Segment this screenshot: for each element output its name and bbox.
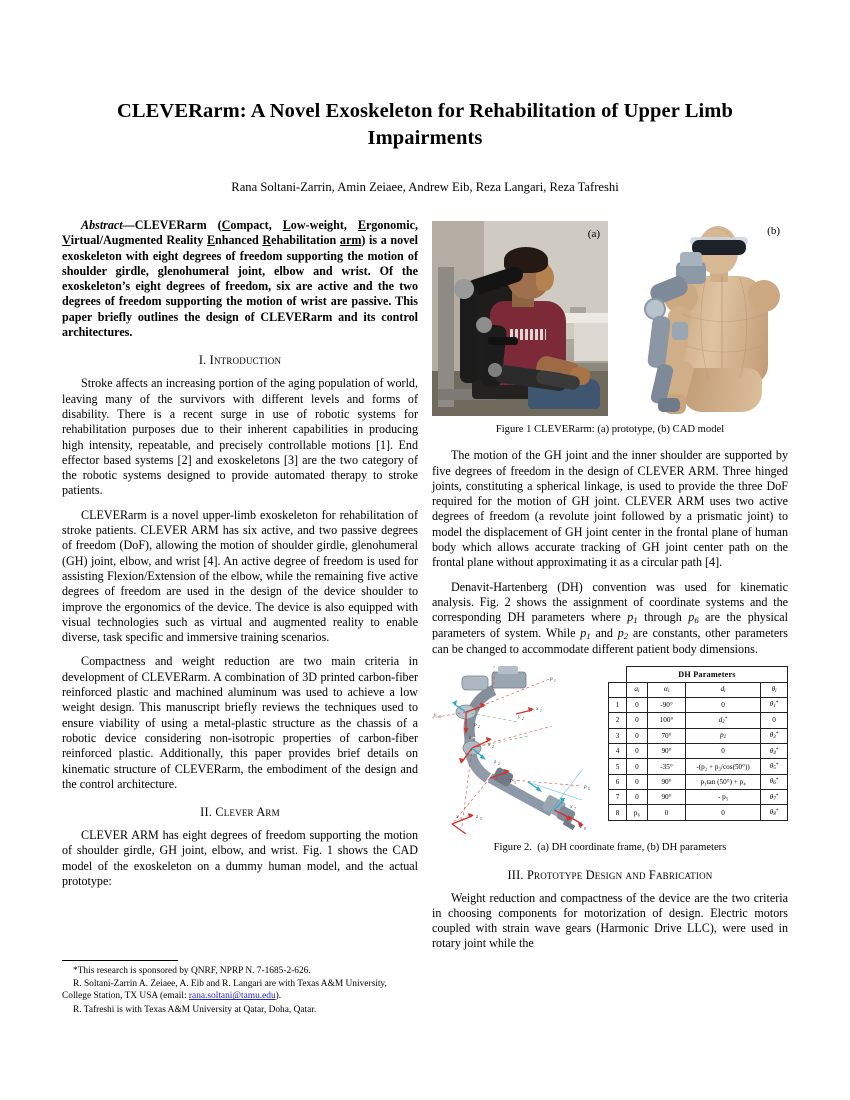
figure-1-caption: Figure 1 CLEVERarm: (a) prototype, (b) CAD model xyxy=(495,424,725,435)
abstract xyxy=(62,218,418,340)
svg-text:1: 1 xyxy=(473,738,475,743)
dh-cell-theta: $\theta_4^*$ xyxy=(761,743,788,758)
footnote-affil-close: ). xyxy=(275,991,282,1002)
dh-row-index: 2 xyxy=(609,713,627,728)
svg-text:y: y xyxy=(434,712,437,719)
dh-header-d: $d_i$ xyxy=(686,682,761,697)
footnote-funding: *This research is sponsored by QNRF, NPRP N. 7-1685-2-626. xyxy=(73,966,311,976)
left-column xyxy=(62,218,418,898)
svg-text:7: 7 xyxy=(574,807,576,812)
dh-cell-d: $d_2^*$ xyxy=(686,713,761,728)
dh-corner-cell xyxy=(609,667,627,682)
dh-table-row xyxy=(609,697,788,712)
acronym-letter-4: E xyxy=(206,233,216,248)
dh-para-part-e: are constants, other parameters can be changed to accommodate different patient body dimensions. xyxy=(432,626,788,657)
figure-1a-prototype-photo xyxy=(432,221,608,416)
svg-text:p: p xyxy=(584,784,587,791)
svg-text:5: 5 xyxy=(588,787,590,792)
paragraph-intro-1: Stroke affects an increasing portion of the aging population of world, leaving many of the survivors with different levels and forms of disability. There is a recent surge in use of robotic systems for rehabilitation purposes due to their inherent capabilities in producing high intensity, repeatable, and precisely controllable motions [1]. End effector based systems [2] and exoskeletons [3] are the two category of the robotic systems designed to provide automated therapy to stroke patients. xyxy=(62,376,418,498)
dh-cell-d: -(p₂ + p₃/cos(50°)) xyxy=(686,759,761,774)
figure-1b-label: (b) xyxy=(767,225,780,237)
svg-text:z: z xyxy=(469,735,472,742)
dh-cell-alpha: -35° xyxy=(647,759,685,774)
figure-1a-label: (a) xyxy=(587,228,600,240)
acronym-letter-2: E xyxy=(357,218,366,232)
svg-text:1: 1 xyxy=(554,679,556,684)
dh-parameters-table xyxy=(608,666,788,821)
symbol-p2: $p_2$ xyxy=(617,626,629,642)
dh-cell-theta: $\theta_1^*$ xyxy=(761,697,788,712)
title-block xyxy=(62,98,788,195)
dh-row-index: 5 xyxy=(609,759,627,774)
dh-header-alpha: $\alpha_i$ xyxy=(647,682,685,697)
section-heading-introduction xyxy=(62,353,418,368)
dh-cell-alpha: 90° xyxy=(647,774,685,789)
dh-table-row xyxy=(609,790,788,805)
dh-row-index: 6 xyxy=(609,774,627,789)
dh-cell-theta: $\theta_3^*$ xyxy=(761,728,788,743)
dh-para-part-a: Denavit-Hartenberg (DH) convention was used for kinematic analysis. Fig. 2 shows the assignment of coordinate systems and the corresponding DH parameters where xyxy=(432,579,788,625)
section-heading-prototype xyxy=(432,868,788,883)
svg-text:x: x xyxy=(570,804,573,811)
svg-text:5: 5 xyxy=(460,817,462,822)
dh-para-part-c: are the physical parameters of system. While xyxy=(432,610,788,641)
dh-row-index: 1 xyxy=(609,697,627,712)
section-title: Prototype Design and Fabrication xyxy=(526,867,713,882)
dh-cell-a: p₆ xyxy=(627,805,648,820)
dh-header-index xyxy=(609,682,627,697)
footnote-affiliation-1 xyxy=(62,978,418,1002)
dh-group-header: DH Parameters xyxy=(627,667,788,682)
dh-cell-a: 0 xyxy=(627,713,648,728)
dh-table-row xyxy=(609,805,788,820)
dh-table-header-row xyxy=(609,682,788,697)
abstract-open: CLEVERarm ( xyxy=(134,218,222,232)
dh-cell-d: p₃tan (50°) + p₄ xyxy=(686,774,761,789)
svg-text:p: p xyxy=(510,778,513,785)
footnote-affiliation-2: R. Tafreshi is with Texas A&M University at Qatar, Doha, Qatar. xyxy=(73,1004,317,1015)
dh-cell-d: 0 xyxy=(686,743,761,758)
dh-header-a: $a_i$ xyxy=(627,682,648,697)
section-number: II. xyxy=(200,805,213,820)
figure-1 xyxy=(432,218,788,436)
svg-text:8: 8 xyxy=(584,827,586,832)
paragraph-intro-2: CLEVERarm is a novel upper-limb exoskeleton for rehabilitation of stroke patients. CLEVER ARM has six active, and two passive degrees of freedom (DoF), allowing the motion of shoulder girdle, glenohumeral (GH) joint, elbow, and wrist [4]. An active degree of freedom is used for assisting Flexion/Extension of the elbow, while the remaining five active degrees of freedom are used in the design of the device shoulder to improve the ergonomics of the device. The device is also equipped with visual technologies such as virtual and augmented reality to enable diverse, task specific and immersive training scenarios. xyxy=(62,507,418,645)
paragraph-right-1: The motion of the GH joint and the inner shoulder are supported by five degrees of freedom in the design of CLEVER ARM. Three hinged joints, constituting a spherical linkage, is used to provide the three DoF required for the motion of GH joint. CLEVER ARM uses two active degrees of freedom (a revolute joint followed by a prismatic joint) to model the displacement of GH joint center in the frontal plane of human body which allows accurate tracking of GH joint center path on the frontal plane without approximating it as a circular path [4]. xyxy=(432,448,788,570)
dh-cell-d: 0 xyxy=(686,805,761,820)
dh-cell-alpha: 90° xyxy=(647,743,685,758)
paragraph-prototype-1: Weight reduction and compactness of the device are the two criteria in choosing components for motorization of design. Electric motors coupled with strain wave gears (Harmonic Drive LLC), were used in rotary joint while the xyxy=(432,890,788,951)
acronym-letter-0: C xyxy=(221,218,231,232)
dh-frame-svg xyxy=(432,666,602,834)
dh-table-row xyxy=(609,713,788,728)
dh-header-theta: $\theta_i$ xyxy=(761,682,788,697)
dh-cell-a: 0 xyxy=(627,774,648,789)
dh-cell-a: 0 xyxy=(627,697,648,712)
dh-table-row xyxy=(609,728,788,743)
abstract-body: ) is a novel exoskeleton with eight degrees of freedom supporting the motion of shoulder girdle, glenohumeral joint, elbow and wrist. Of the exoskeleton’s eight degrees of freedom, six are active and the two degrees of freedom supporting the motion of wrist are passive. This paper briefly outlines the design of CLEVERarm and its control architectures. xyxy=(62,233,418,340)
dh-para-part-d: and xyxy=(590,626,618,641)
author-email-link[interactable]: rana.soltani@tamu.edu xyxy=(188,991,276,1002)
dh-row-index: 7 xyxy=(609,790,627,805)
abstract-lead: Abstract— xyxy=(81,218,135,232)
svg-text:p: p xyxy=(550,676,553,683)
svg-text:5: 5 xyxy=(480,817,482,822)
cad-contour-lines xyxy=(620,218,788,416)
symbol-p1-second: $p_1$ xyxy=(580,626,591,642)
dh-cell-alpha: 100° xyxy=(647,713,685,728)
dh-cell-alpha: -90° xyxy=(647,697,685,712)
svg-text:z: z xyxy=(580,824,583,831)
author-list: Rana Soltani-Zarrin, Amin Zeiaee, Andrew Eib, Reza Langari, Reza Tafreshi xyxy=(231,179,619,194)
footnote-block xyxy=(62,960,418,1017)
svg-text:2: 2 xyxy=(492,745,494,750)
acronym-letter-6: arm xyxy=(339,233,362,248)
dh-row-index: 3 xyxy=(609,728,627,743)
svg-text:1: 1 xyxy=(540,709,542,714)
dh-para-part-b: through xyxy=(637,610,689,625)
svg-text:3: 3 xyxy=(514,781,516,786)
dh-cell-alpha: 70° xyxy=(647,728,685,743)
svg-text:p: p xyxy=(474,722,477,729)
paragraph-clever-1: CLEVER ARM has eight degrees of freedom supporting the motion of shoulder girdle, GH joint, elbow, and wrist. Fig. 1 shows the CAD model of the exoskeleton on a dummy human model, and the actual prototype: xyxy=(62,828,418,888)
dh-cell-a: 0 xyxy=(627,759,648,774)
dh-cell-alpha: 0 xyxy=(647,805,685,820)
symbol-p1: $p_1$ xyxy=(627,610,638,626)
dh-table-body xyxy=(609,697,788,820)
dh-cell-d: 0 xyxy=(686,697,761,712)
acronym-letter-5: R xyxy=(262,233,272,248)
dh-cell-theta: $\theta_8^*$ xyxy=(761,805,788,820)
acronym-expansion: Compact, Low-weight, Ergonomic, Virtual/Augmented Reality Enhanced Rehabilitation arm xyxy=(62,218,418,248)
dh-row-index: 4 xyxy=(609,743,627,758)
dh-table-group-header-row xyxy=(609,667,788,682)
dh-cell-a: 0 xyxy=(627,728,648,743)
figure-1b-cad-model xyxy=(620,218,788,416)
section-title: Clever Arm xyxy=(215,805,280,820)
svg-text:z: z xyxy=(476,814,479,821)
figure-2-caption-text: (a) DH coordinate frame, (b) DH parameters xyxy=(537,842,727,854)
dh-cell-theta: $\theta_6^*$ xyxy=(761,774,788,789)
acronym-letter-1: L xyxy=(282,218,291,232)
symbol-p6: $p_6$ xyxy=(688,610,699,626)
svg-text:z: z xyxy=(494,759,497,766)
figure-2 xyxy=(432,666,788,854)
figure-2a-dh-coordinate-frame xyxy=(432,666,602,834)
page-title: CLEVERarm: A Novel Exoskeleton for Rehabilitation of Upper Limb Impairments xyxy=(116,100,733,150)
section-heading-clever-arm xyxy=(62,805,418,820)
dh-cell-d: $p_1$ xyxy=(686,728,761,743)
figure-2b-dh-parameters-table xyxy=(608,666,788,821)
footnote-affil-text: R. Soltani-Zarrin A. Zeiaee, A. Eib and R. Langari are with Texas A&M University, College Station, TX USA (email: xyxy=(62,979,387,1002)
svg-text:x: x xyxy=(456,814,459,821)
svg-text:2: 2 xyxy=(522,717,524,722)
svg-text:2: 2 xyxy=(498,762,500,767)
svg-text:y: y xyxy=(518,714,521,721)
dh-cell-d: - p₅ xyxy=(686,790,761,805)
dh-table-row xyxy=(609,759,788,774)
right-column xyxy=(432,218,788,961)
dh-cell-theta: $\theta_5^*$ xyxy=(761,759,788,774)
svg-text:x: x xyxy=(536,706,539,713)
acronym-letter-3: V xyxy=(62,233,71,248)
section-number: I. xyxy=(198,353,207,368)
dh-cell-theta: 0 xyxy=(761,713,788,728)
dh-row-index: 8 xyxy=(609,805,627,820)
section-title: Introduction xyxy=(209,353,282,368)
figure-2-caption-number: Figure 2. xyxy=(493,842,532,854)
dh-cell-theta: $\theta_7^*$ xyxy=(761,790,788,805)
dh-cell-alpha: 90° xyxy=(647,790,685,805)
dh-table-row xyxy=(609,743,788,758)
dh-cell-a: 0 xyxy=(627,743,648,758)
figure-2-caption xyxy=(432,841,788,854)
paragraph-right-2 xyxy=(432,580,788,658)
svg-text:2: 2 xyxy=(478,725,480,730)
section-number: III. xyxy=(507,867,524,882)
svg-text:x: x xyxy=(488,742,491,749)
dh-cell-a: 0 xyxy=(627,790,648,805)
footnote-rule xyxy=(62,960,178,961)
svg-text:0: 0 xyxy=(439,715,441,720)
paragraph-intro-3: Compactness and weight reduction are two main criteria in development of CLEVERarm. A combination of 3D printed carbon-fiber reinforced plastic and machined aluminum was used to achieve a low weight design. This manuscript briefly reviews the techniques used to ensure viability of using a metal-plastic structure as the chassis of a robotic device considering non-isotropic properties of carbon-fiber reinforced plastic. Additionally, this paper provides brief details on kinematic structure of CLEVERarm, the embodiment of the design and the control architecture. xyxy=(62,654,418,791)
dh-table-row xyxy=(609,774,788,789)
